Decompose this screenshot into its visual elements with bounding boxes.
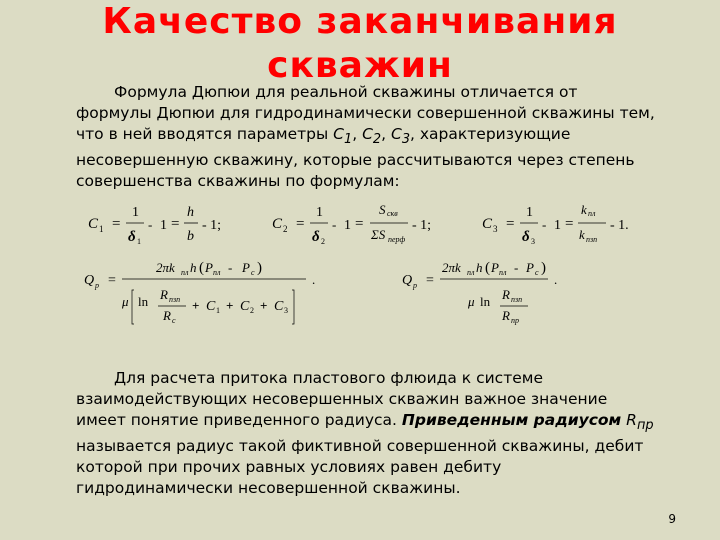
qr-c1: C: [206, 299, 216, 314]
qr-num-h: h: [190, 260, 197, 275]
qi-r2: R: [502, 308, 510, 323]
qi-mu: μ: [468, 294, 475, 309]
qi-eq: =: [426, 273, 434, 288]
c1-eq2: =: [171, 216, 180, 232]
c2-den1: δ: [312, 229, 320, 245]
qi-p1-sub: пл: [499, 268, 507, 277]
qr-num-sub: пл: [181, 268, 189, 277]
para1-text-before: Формула Дюпюи для реальной скважины отличается от формулы Дюпюи для гидродинамически совершенной скважины тем, что в ней вводятся параметры: [76, 83, 655, 143]
title-line-2: скважин: [267, 45, 453, 86]
qi-lhs-sub: p: [413, 281, 417, 290]
formula-c2: [272, 198, 462, 248]
svg-text:(: (: [199, 260, 204, 276]
qr-c1-sub: 1: [216, 306, 220, 315]
formula-c1: [88, 198, 248, 248]
qr-r2: R: [163, 308, 171, 323]
qr-dot: .: [312, 272, 316, 287]
para1-text-after: , характеризующие несовершенную скважину, которые рассчитываются через степень совершенства скважины по формулам:: [76, 125, 635, 191]
sep1: ,: [352, 125, 363, 143]
qr-num: 2πk: [156, 260, 175, 275]
c2-lhs-sub: 2: [283, 224, 288, 234]
c2-num2: S: [379, 202, 386, 217]
qr-plus3: +: [260, 298, 268, 313]
c1-num2: h: [187, 205, 194, 220]
svg-text:): ): [541, 260, 546, 276]
param-c1: $C_1$: [333, 125, 353, 148]
qr-plus1: +: [192, 298, 200, 313]
c1-den1: δ: [128, 229, 136, 245]
formula-c3: [482, 198, 652, 248]
c3-num1: 1: [526, 205, 533, 220]
c3-den1-sub: 3: [531, 237, 535, 246]
c1-den2: b: [187, 229, 194, 244]
c2-minus: -: [332, 217, 337, 232]
c3-den2: k: [579, 227, 585, 242]
qi-dot: .: [554, 272, 558, 287]
page-number: 9: [668, 512, 676, 526]
c1-one: 1: [160, 218, 167, 233]
c1-tail: - 1;: [202, 218, 222, 233]
c2-den2-sub: перф: [388, 235, 406, 244]
c2-den2: ΣS: [371, 227, 386, 242]
c3-one: 1: [554, 218, 561, 233]
qr-r1-sub: пзп: [169, 295, 181, 304]
qi-p2-sub: c: [535, 268, 539, 277]
sep2: ,: [381, 125, 391, 143]
qr-c3: C: [274, 299, 284, 314]
qi-num: 2πk: [442, 260, 461, 275]
c2-den1-sub: 2: [321, 237, 325, 246]
qr-c2-sub: 2: [250, 306, 254, 315]
qr-ln: ln: [138, 294, 149, 309]
para2-text-intro: Для расчета притока пластового флюида к системе взаимодействующих несовершенных скважин важное значение имеет понятие приведенного радиуса.: [76, 369, 608, 429]
qi-p1: P: [491, 260, 499, 275]
qi-r1: R: [502, 287, 510, 302]
qi-r1-sub: пзп: [511, 295, 523, 304]
qr-r1: R: [160, 287, 168, 302]
c2-num1: 1: [316, 205, 323, 220]
formula-q-reduced: [402, 254, 572, 334]
c1-minus: -: [148, 217, 153, 232]
c1-lhs: C: [88, 216, 99, 232]
c3-eq: =: [506, 216, 515, 232]
qi-num-sub: пл: [467, 268, 475, 277]
qr-c2: C: [240, 299, 250, 314]
slide-title: [0, 0, 720, 88]
qr-mu: μ: [122, 294, 129, 309]
c3-num2: k: [581, 202, 587, 217]
qi-num-h: h: [476, 260, 483, 275]
term-reduced-radius: Приведенным радиусом: [401, 411, 622, 429]
qi-lhs: Q: [402, 273, 413, 288]
c3-lhs-sub: 3: [493, 224, 498, 234]
c2-eq2: =: [355, 216, 364, 232]
qr-lhs: Q: [84, 273, 95, 288]
c2-eq: =: [296, 216, 305, 232]
qi-minus: -: [514, 260, 519, 275]
c2-tail: - 1;: [412, 218, 432, 233]
formula-q-real: [84, 254, 334, 334]
c3-tail: - 1.: [610, 218, 629, 233]
c3-lhs: C: [482, 216, 493, 232]
c3-num2-sub: пл: [588, 209, 596, 218]
para2-text-after: называется радиус такой фиктивной совершенной скважины, дебит которой при прочих равных условиях равен дебиту гидродинамически несовершенной скважины.: [76, 437, 644, 498]
c3-eq2: =: [565, 216, 574, 232]
qr-p2-sub: c: [251, 268, 255, 277]
c2-one: 1: [344, 218, 351, 233]
c1-lhs-sub: 1: [99, 224, 104, 234]
c1-den1-sub: 1: [137, 237, 141, 246]
c3-den2-sub: пзп: [586, 235, 598, 244]
c1-eq: =: [112, 216, 121, 232]
svg-text:): ): [257, 260, 262, 276]
qr-r2-sub: c: [172, 316, 176, 325]
c3-minus: -: [542, 217, 547, 232]
qi-p2: P: [526, 260, 534, 275]
qr-plus2: +: [226, 298, 234, 313]
c1-num1: 1: [132, 205, 139, 220]
qr-eq: =: [108, 273, 116, 288]
paragraph-dupuit-intro: [76, 82, 656, 192]
title-line-1: Качество заканчивания: [102, 1, 618, 42]
c2-num2-sub: скв: [387, 209, 398, 218]
param-c2: $C_2$: [362, 125, 382, 148]
c2-lhs: C: [272, 216, 283, 232]
qr-minus: -: [228, 260, 233, 275]
paragraph-reduced-radius: [76, 368, 656, 499]
qr-p2: P: [242, 260, 250, 275]
param-c3: $C_3$: [390, 125, 411, 148]
symbol-r-pr: $R_{пр}$: [626, 411, 654, 434]
qr-c3-sub: 3: [284, 306, 288, 315]
svg-text:(: (: [485, 260, 490, 276]
qi-r2-sub: пр: [511, 316, 519, 325]
qr-p1: P: [205, 260, 213, 275]
c3-den1: δ: [522, 229, 530, 245]
qi-ln: ln: [480, 294, 491, 309]
qr-p1-sub: пл: [213, 268, 221, 277]
qr-lhs-sub: p: [95, 281, 99, 290]
